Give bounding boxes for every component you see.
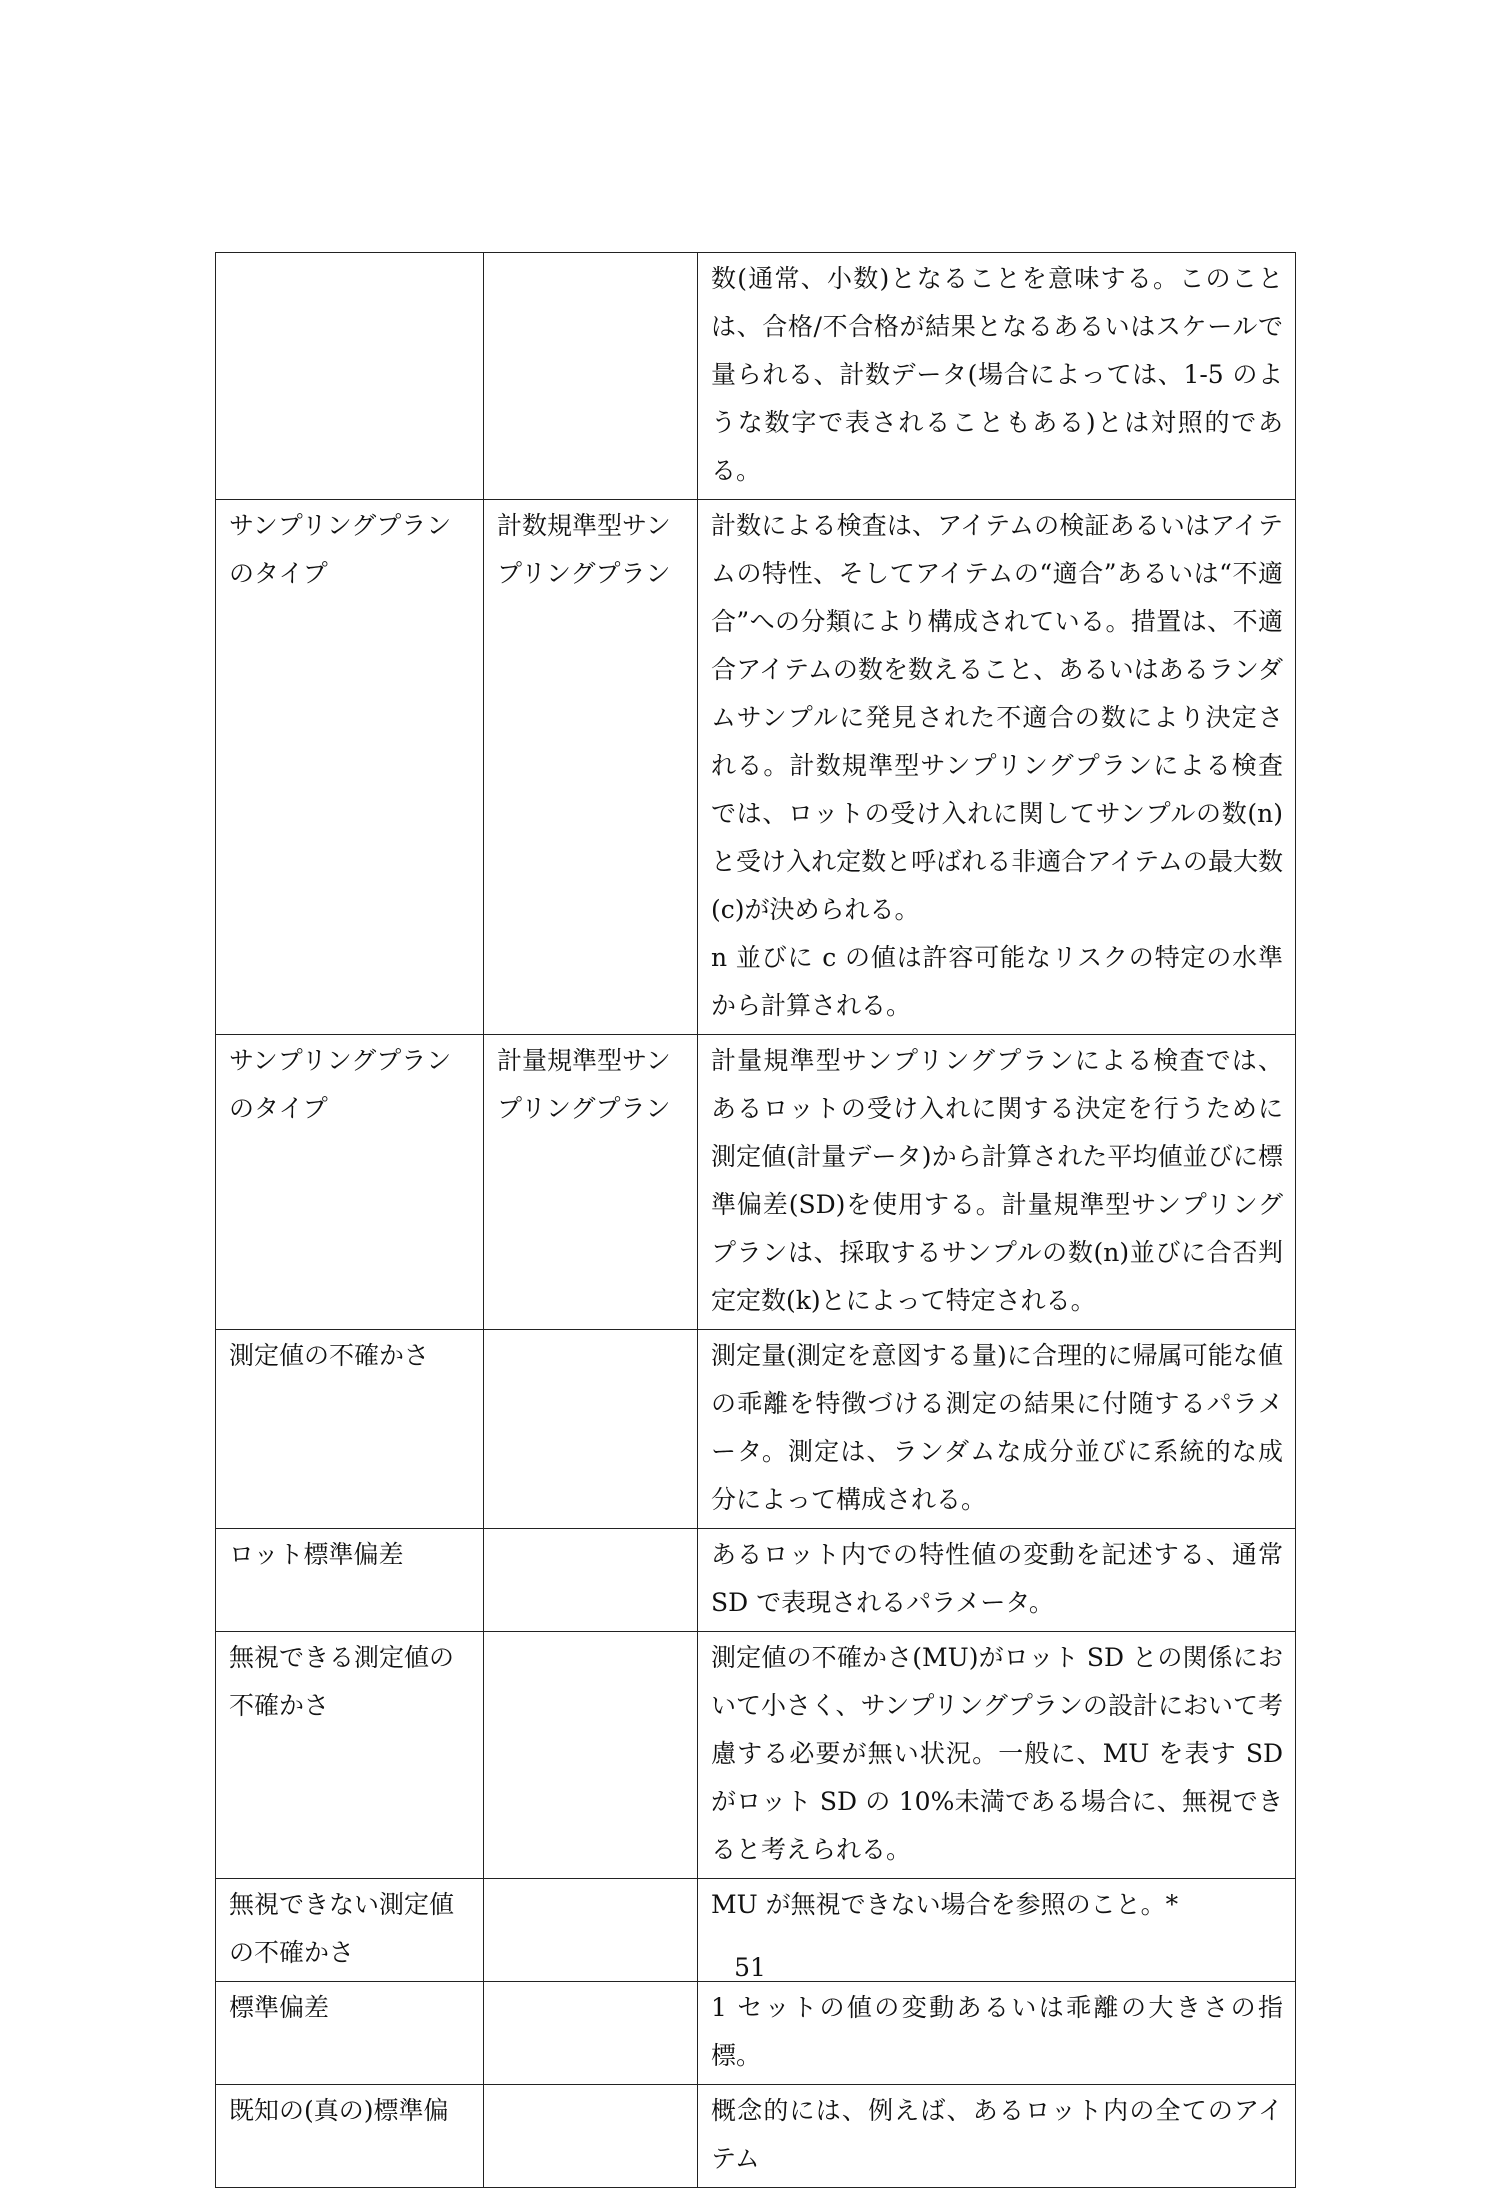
definition-paragraph: n 並びに c の値は許容可能なリスクの特定の水準から計算される。 <box>711 943 1283 1020</box>
definition-paragraph: 測定量(測定を意図する量)に合理的に帰属可能な値の乖離を特徴づける測定の結果に付随するパラメータ。測定は、ランダムな成分並びに系統的な成分によって構成される。 <box>711 1341 1283 1514</box>
type-cell <box>484 1982 698 2085</box>
type-cell <box>484 1529 698 1632</box>
term-cell: 無視できない測定値の不確かさ <box>216 1879 484 1982</box>
definition-cell <box>698 500 1296 1035</box>
term-cell: 測定値の不確かさ <box>216 1330 484 1529</box>
type-cell <box>484 1330 698 1529</box>
term-cell: 標準偏差 <box>216 1982 484 2085</box>
definition-paragraph: 概念的には、例えば、あるロット内の全てのアイテム <box>711 2096 1283 2173</box>
type-cell: 計数規準型サンプリングプラン <box>484 500 698 1035</box>
definition-paragraph: 計量規準型サンプリングプランによる検査では、あるロットの受け入れに関する決定を行うために測定値(計量データ)から計算された平均値並びに標準偏差(SD)を使用する。計量規準型サンプリングプランは、採取するサンプルの数(n)並びに合否判定定数(k)とによって特定される。 <box>711 1046 1283 1315</box>
definition-cell <box>698 2085 1296 2188</box>
definition-paragraph: 測定値の不確かさ(MU)がロット SD との関係において小さく、サンプリングプランの設計において考慮する必要が無い状況。一般に、MU を表す SD がロット SD の 10%未満である場合に、無視できると考えられる。 <box>711 1643 1283 1864</box>
term-cell <box>216 253 484 500</box>
type-cell <box>484 1632 698 1879</box>
definition-paragraph: 計数による検査は、アイテムの検証あるいはアイテムの特性、そしてアイテムの“適合”あるいは“不適合”への分類により構成されている。措置は、不適合アイテムの数を数えること、あるいはあるランダムサンプルに発見された不適合の数により決定される。計数規準型サンプリングプランによる検査では、ロットの受け入れに関してサンプルの数(n)と受け入れ定数と呼ばれる非適合アイテムの最大数(c)が決められる。 <box>711 511 1283 924</box>
definition-cell <box>698 253 1296 500</box>
table-row <box>216 1330 1296 1529</box>
table-row <box>216 1035 1296 1330</box>
type-cell: 計量規準型サンプリングプラン <box>484 1035 698 1330</box>
term-cell: 無視できる測定値の不確かさ <box>216 1632 484 1879</box>
definition-paragraph: 1 セットの値の変動あるいは乖離の大きさの指標。 <box>711 1993 1283 2070</box>
definition-cell <box>698 1982 1296 2085</box>
definition-cell <box>698 1529 1296 1632</box>
term-cell: ロット標準偏差 <box>216 1529 484 1632</box>
definition-paragraph: MU が無視できない場合を参照のこと。* <box>711 1890 1179 1919</box>
definition-cell <box>698 1632 1296 1879</box>
term-cell: 既知の(真の)標準偏 <box>216 2085 484 2188</box>
glossary-table <box>215 252 1296 2188</box>
table-row <box>216 2085 1296 2188</box>
table-row <box>216 1982 1296 2085</box>
table-row <box>216 500 1296 1035</box>
type-cell <box>484 253 698 500</box>
definition-paragraph: あるロット内での特性値の変動を記述する、通常 SD で表現されるパラメータ。 <box>711 1540 1283 1617</box>
definition-paragraph: 数(通常、小数)となることを意味する。このことは、合格/不合格が結果となるあるいはスケールで量られる、計数データ(場合によっては、1-5 のような数字で表されることもある)とは対照的である。 <box>711 264 1283 485</box>
term-cell: サンプリングプランのタイプ <box>216 500 484 1035</box>
table-row <box>216 1632 1296 1879</box>
table-row <box>216 253 1296 500</box>
page-number: 51 <box>734 1953 766 1982</box>
table-row <box>216 1529 1296 1632</box>
definition-cell <box>698 1035 1296 1330</box>
type-cell <box>484 2085 698 2188</box>
term-cell: サンプリングプランのタイプ <box>216 1035 484 1330</box>
definition-cell <box>698 1330 1296 1529</box>
